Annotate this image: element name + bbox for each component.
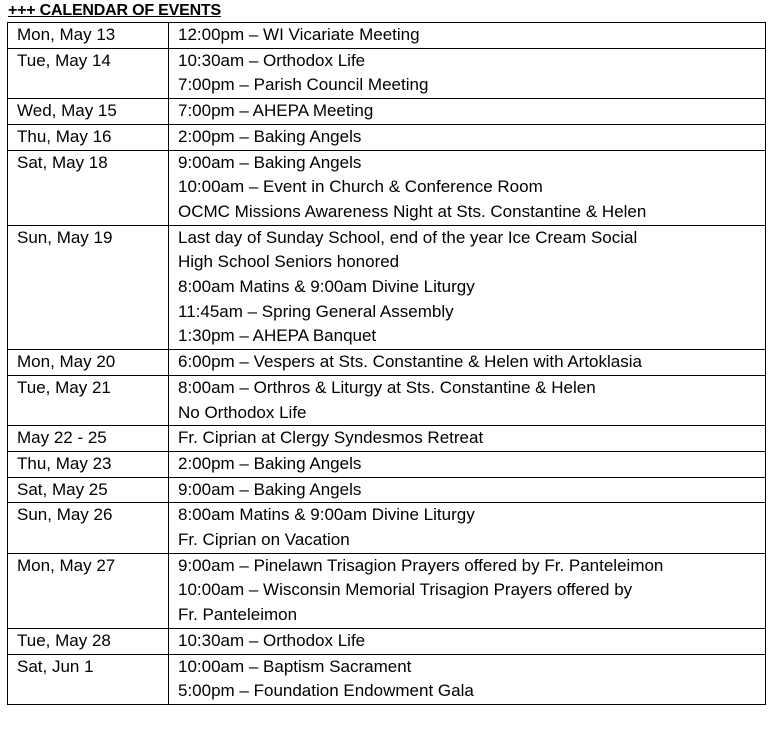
calendar-row (8, 124, 766, 150)
event-list (169, 124, 766, 150)
event-date: Thu, May 23 (8, 451, 169, 477)
calendar-row (8, 23, 766, 49)
event-date: Sat, Jun 1 (8, 654, 169, 704)
event-date: Mon, May 13 (8, 23, 169, 49)
event-line: 11:45am – Spring General Assembly (178, 301, 454, 321)
event-line: 6:00pm – Vespers at Sts. Constantine & Helen with Artoklasia (178, 352, 642, 372)
event-date: Mon, May 20 (8, 350, 169, 376)
calendar-row (8, 426, 766, 452)
event-list (169, 503, 766, 553)
calendar-title: +++ CALENDAR OF EVENTS (8, 2, 221, 19)
event-list (169, 451, 766, 477)
calendar-table (7, 22, 766, 705)
event-list (169, 553, 766, 628)
calendar-row (8, 503, 766, 553)
event-line: Fr. Ciprian at Clergy Syndesmos Retreat (178, 428, 484, 448)
event-line: 9:00am – Baking Angels (178, 479, 362, 499)
calendar-row (8, 48, 766, 98)
event-line: 1:30pm – AHEPA Banquet (178, 326, 377, 346)
calendar-row (8, 350, 766, 376)
event-list (169, 225, 766, 350)
event-list (169, 99, 766, 125)
event-line: 10:30am – Orthodox Life (178, 50, 366, 70)
event-line: 9:00am – Pinelawn Trisagion Prayers offered by Fr. Panteleimon (178, 555, 664, 575)
event-date: Tue, May 28 (8, 628, 169, 654)
event-line: 12:00pm – WI Vicariate Meeting (178, 25, 420, 44)
calendar-row (8, 150, 766, 225)
event-date: Mon, May 27 (8, 553, 169, 628)
event-line: High School Seniors honored (178, 252, 400, 272)
event-date: Sun, May 26 (8, 503, 169, 553)
event-list (169, 23, 766, 49)
event-line: 8:00am Matins & 9:00am Divine Liturgy (178, 277, 475, 297)
event-line: Last day of Sunday School, end of the year Ice Cream Social (178, 227, 638, 247)
event-date: Thu, May 16 (8, 124, 169, 150)
calendar-row (8, 225, 766, 350)
calendar-row (8, 375, 766, 425)
event-date: Sun, May 19 (8, 225, 169, 350)
event-date: Tue, May 14 (8, 48, 169, 98)
event-line: Fr. Panteleimon (178, 605, 298, 625)
calendar-body (8, 23, 766, 705)
event-line: 7:00pm – AHEPA Meeting (178, 101, 374, 121)
event-line: 9:00am – Baking Angels (178, 152, 362, 172)
event-list (169, 628, 766, 654)
event-line: No Orthodox Life (178, 402, 307, 422)
event-line: Fr. Ciprian on Vacation (178, 530, 350, 550)
calendar-row (8, 451, 766, 477)
event-date: Sat, May 25 (8, 477, 169, 503)
event-list (169, 350, 766, 376)
event-line: 2:00pm – Baking Angels (178, 453, 362, 473)
event-date: Sat, May 18 (8, 150, 169, 225)
event-line: 10:00am – Event in Church & Conference Room (178, 177, 543, 197)
calendar-row (8, 99, 766, 125)
event-list (169, 375, 766, 425)
event-line: 10:00am – Baptism Sacrament (178, 656, 412, 676)
event-list (169, 426, 766, 452)
calendar-row (8, 553, 766, 628)
event-line: 10:00am – Wisconsin Memorial Trisagion Prayers offered by (178, 580, 633, 600)
calendar-row (8, 654, 766, 704)
event-line: 2:00pm – Baking Angels (178, 126, 362, 146)
event-date: Wed, May 15 (8, 99, 169, 125)
event-line: 5:00pm – Foundation Endowment Gala (178, 681, 474, 701)
event-list (169, 150, 766, 225)
event-line: 7:00pm – Parish Council Meeting (178, 75, 429, 95)
calendar-row (8, 477, 766, 503)
event-line: 10:30am – Orthodox Life (178, 630, 366, 650)
event-line: 8:00am – Orthros & Liturgy at Sts. Constantine & Helen (178, 377, 596, 397)
event-list (169, 654, 766, 704)
event-list (169, 477, 766, 503)
event-line: 8:00am Matins & 9:00am Divine Liturgy (178, 505, 475, 525)
calendar-row (8, 628, 766, 654)
event-date: Tue, May 21 (8, 375, 169, 425)
event-line: OCMC Missions Awareness Night at Sts. Constantine & Helen (178, 201, 647, 221)
event-date: May 22 - 25 (8, 426, 169, 452)
event-list (169, 48, 766, 98)
